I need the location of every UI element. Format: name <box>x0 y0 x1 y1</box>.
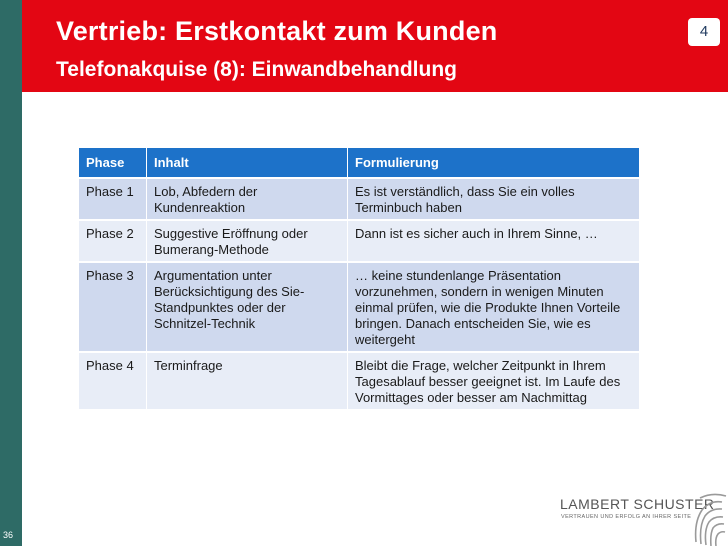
company-logo <box>548 490 728 546</box>
cell-formulierung: Es ist verständlich, dass Sie ein volles Terminbuch haben <box>348 178 640 220</box>
cell-formulierung: Dann ist es sicher auch in Ihrem Sinne, … <box>348 220 640 262</box>
logo-slogan: VERTRAUEN UND ERFOLG AN IHRER SEITE <box>561 514 692 520</box>
table-row <box>79 220 639 262</box>
logo-name: LAMBERT SCHUSTER <box>560 496 715 512</box>
cell-inhalt: Lob, Abfedern der Kundenreaktion <box>147 178 348 220</box>
cell-phase: Phase 1 <box>79 178 147 220</box>
cell-formulierung: Bleibt die Frage, welcher Zeitpunkt in Ihrem Tagesablauf besser geeignet ist. Im Laufe des Vormittages oder besser am Nachmittag <box>348 352 640 409</box>
column-header-phase: Phase <box>79 148 147 178</box>
cell-inhalt: Suggestive Eröffnung oder Bumerang-Methode <box>147 220 348 262</box>
table-row <box>79 352 639 409</box>
slide-title: Vertrieb: Erstkontakt zum Kunden <box>56 16 498 46</box>
cell-inhalt: Argumentation unter Berücksichtigung des Sie-Standpunktes oder der Schnitzel-Technik <box>147 262 348 352</box>
column-header-formulierung: Formulierung <box>348 148 640 178</box>
cell-inhalt: Terminfrage <box>147 352 348 409</box>
table-header-row <box>79 148 639 178</box>
cell-phase: Phase 2 <box>79 220 147 262</box>
slide-subtitle: Telefonakquise (8): Einwandbehandlung <box>56 58 457 81</box>
table-row <box>79 178 639 220</box>
slide-number: 36 <box>3 530 14 540</box>
page-badge: 4 <box>688 18 720 46</box>
cell-formulierung: … keine stundenlange Präsentation vorzunehmen, sondern in wenigen Minuten einmal prüfen, wie die Produkte Ihnen Vorteile bringen. Danach entscheiden Sie, wie es weitergeht <box>348 262 640 352</box>
cell-phase: Phase 4 <box>79 352 147 409</box>
fingerprint-icon <box>692 492 728 546</box>
phase-table <box>79 148 639 409</box>
left-side-bar <box>0 0 22 546</box>
cell-phase: Phase 3 <box>79 262 147 352</box>
table-row <box>79 262 639 352</box>
slide-header <box>22 0 728 92</box>
column-header-inhalt: Inhalt <box>147 148 348 178</box>
